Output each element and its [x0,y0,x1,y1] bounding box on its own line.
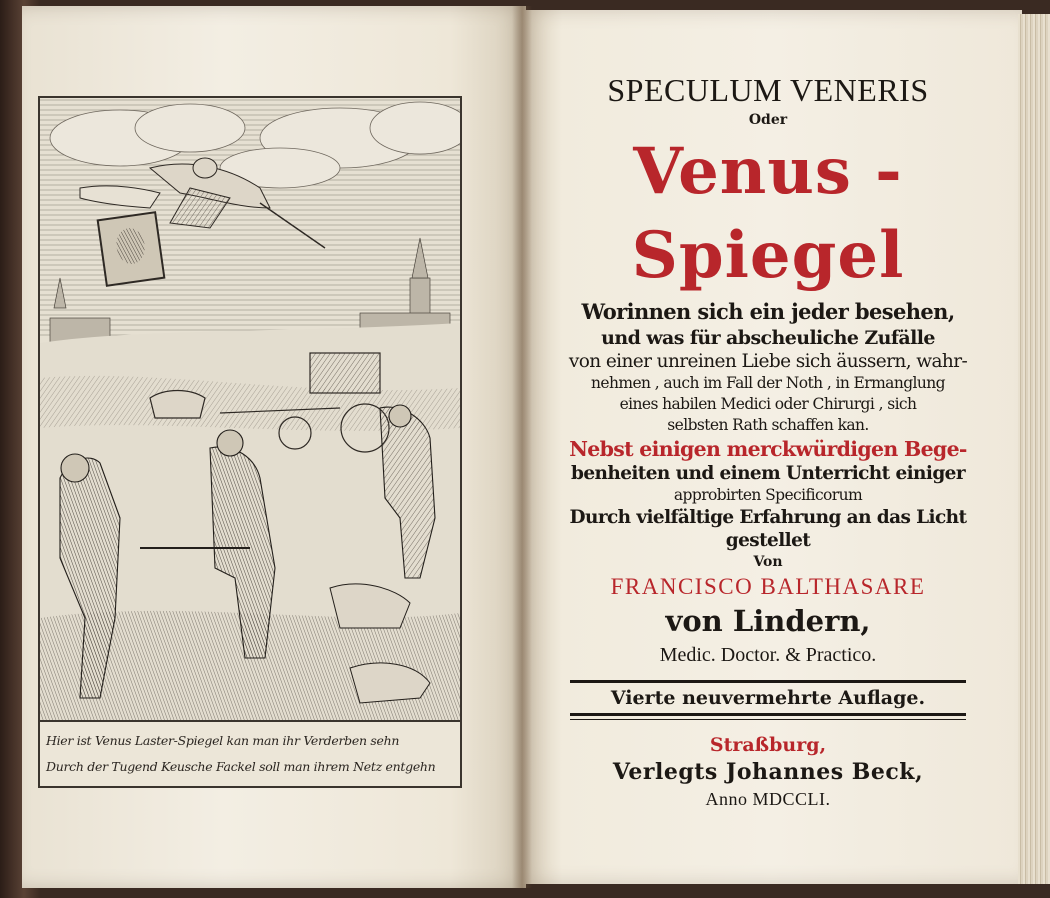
experience-line-1: Durch vielfältige Erfahrung an das Licht [569,507,967,528]
portrait-frame [98,212,165,285]
body-line-5: eines habilen Medici oder Chirurgi , sich [619,395,917,413]
after-line-2: approbirten Specificorum [673,486,863,504]
body-line-4: nehmen , auch im Fall der Noth , in Ermanglung [591,374,945,392]
imprint-publisher: Verlegts Johannes Beck, [612,759,924,785]
caption-line-2: Durch der Tugend Keusche Fackel soll man ihrem Netz entgehn [46,759,436,774]
body-line-6: selbsten Rath schaffen kan. [667,416,869,434]
page-edges [1018,14,1050,884]
body-line-3: von einer unreinen Liebe sich äussern, wahr- [568,351,968,372]
engraving-caption [40,720,460,786]
book-gutter [512,6,532,888]
author-surname: von Lindern, [665,604,871,638]
author-credentials: Medic. Doctor. & Practico. [659,644,877,666]
engraving-illustration [40,98,460,722]
title-page-text [548,60,988,812]
red-line-nebst: Nebst einigen merckwürdigen Bege- [569,437,967,461]
title-speculum-veneris: SPECULUM VENERIS [607,72,929,108]
von-label: Von [753,554,783,570]
imprint-year: Anno MDCCLI. [705,789,831,809]
caption-line-1: Hier ist Venus Laster-Spiegel kan man ihr Verderben sehn [46,733,400,748]
imprint-city: Straßburg, [709,734,827,756]
author-name: FRANCISCO BALTHASARE [610,574,926,599]
frontispiece-engraving [38,96,462,788]
after-line-1: benheiten und einem Unterricht einiger [571,463,965,484]
title-venus-spiegel: Venus - Spiegel [631,134,905,293]
rule-bottom [570,713,966,716]
body-line-2: und was für abscheuliche Zufälle [601,327,935,349]
title-oder: Oder [748,112,788,128]
edition-line: Vierte neuvermehrte Auflage. [610,687,926,709]
body-line-1: Worinnen sich ein jeder besehen, [581,299,955,324]
experience-line-2: gestellet [725,530,811,551]
